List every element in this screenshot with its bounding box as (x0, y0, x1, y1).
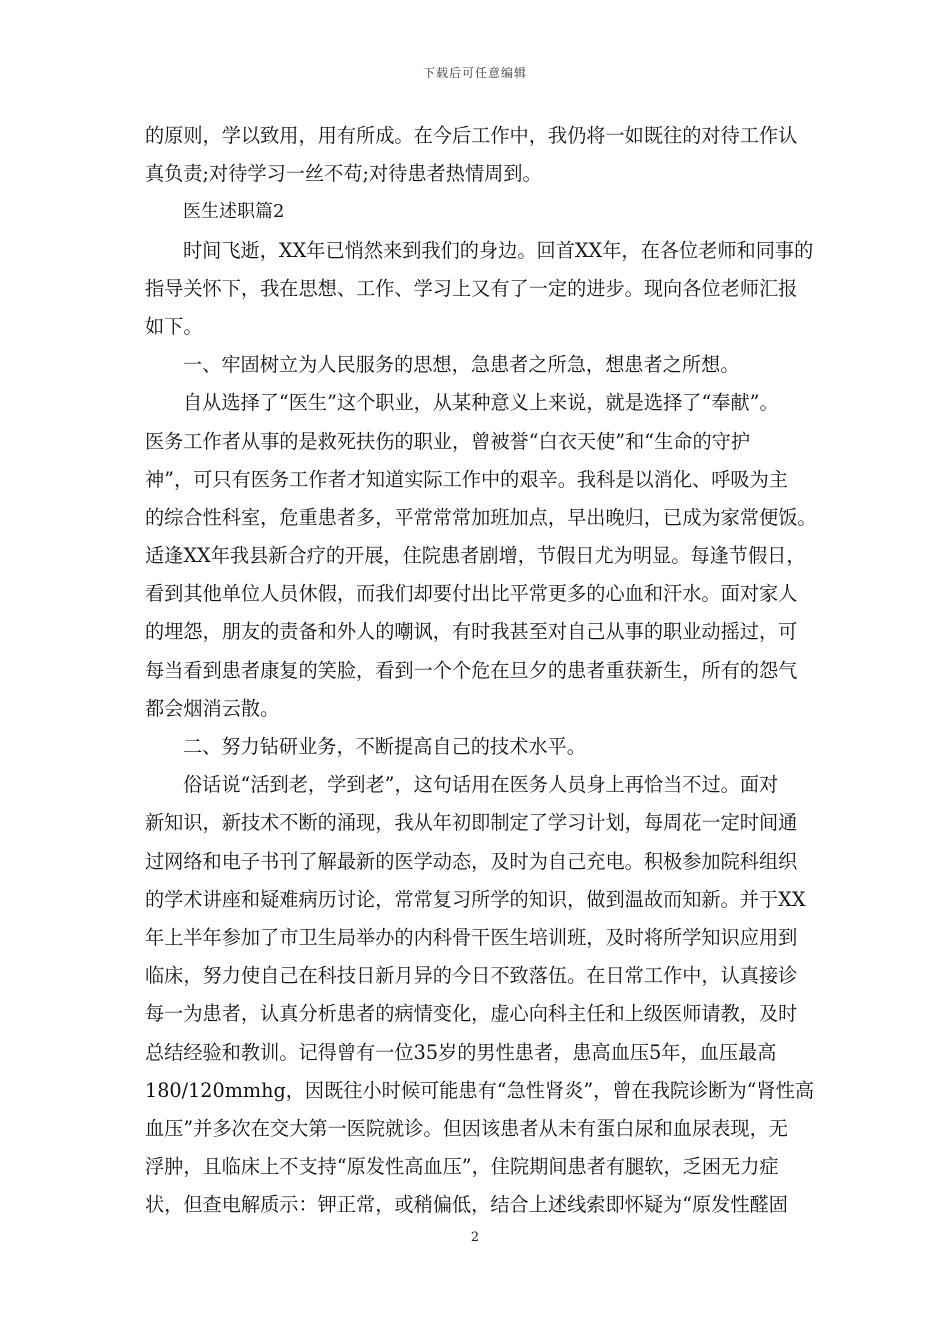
text-line: 的原则，学以致用，用有所成。在今后工作中，我仍将一如既往的对待工作认 (145, 124, 798, 147)
text-line: 的埋怨，朋友的责备和外人的嘲讽，有时我甚至对自己从事的职业动摇过，可 (145, 620, 798, 644)
page-number: 2 (470, 1230, 480, 1245)
document-body (145, 117, 817, 1224)
text-line: 时间飞逝，XX年已悄然来到我们的身边。回首XX年，在各位老师和同事的 (183, 238, 814, 262)
text-line: 二、努力钻研业务，不断提高自己的技术水平。 (183, 735, 586, 758)
section-heading: 医生述职篇2 (183, 201, 285, 223)
text-line: 指导关怀下，我在思想、工作、学习上又有了一定的进步。现向各位老师汇报 (145, 276, 798, 300)
text-line: 总结经验和教训。记得曾有一位35岁的男性患者，患高血压5年，血压最高 (145, 1040, 777, 1064)
text-line: 浮肿，且临床上不支持“原发性高血压”，住院期间患者有腿软，乏困无力症 (145, 1155, 779, 1179)
text-line: 看到其他单位人员休假，而我们却要付出比平常更多的心血和汗水。面对家人 (145, 582, 798, 606)
text-line: 血压”并多次在交大第一医院就诊。但因该患者从未有蛋白尿和血尿表现，无 (145, 1116, 788, 1140)
text-line: 状，但查电解质示：钾正常，或稍偏低，结合上述线索即怀疑为“原发性醛固 (145, 1193, 788, 1217)
text-line: 临床，努力使自己在科技日新月异的今日不致落伍。在日常工作中，认真接诊 (145, 964, 798, 988)
text-line: 的综合性科室，危重患者多，平常常常加班加点，早出晚归，已成为家常便饭。 (145, 505, 817, 529)
text-line: 神”，可只有医务工作者才知道实际工作中的艰辛。我科是以消化、呼吸为主 (145, 467, 788, 491)
text-line: 新知识，新技术不断的涌现，我从年初即制定了学习计划，每周花一定时间通 (145, 811, 798, 835)
text-line: 每一为患者，认真分析患者的病情变化，虚心向科主任和上级医师请教，及时 (145, 1002, 798, 1026)
page-header: 下载后可任意编辑 (422, 66, 527, 80)
text-line: 真负责;对待学习一丝不苟;对待患者热情周到。 (145, 162, 542, 186)
text-line: 适逢XX年我县新合疗的开展，住院患者剧增，节假日尤为明显。每逢节假日， (145, 544, 806, 568)
text-line: 一、牢固树立为人民服务的思想，急患者之所急，想患者之所想。 (183, 353, 740, 377)
text-line: 的学术讲座和疑难病历讨论，常常复习所学的知识，做到温故而知新。并于XX (145, 887, 806, 911)
text-line: 都会烟消云散。 (145, 696, 280, 720)
text-line: 年上半年参加了市卫生局举办的内科骨干医生培训班，及时将所学知识应用到 (145, 925, 798, 949)
text-line: 俗话说“活到老，学到老”，这句话用在医务人员身上再恰当不过。面对 (183, 773, 779, 797)
text-line: 如下。 (145, 314, 203, 338)
text-line: 过网络和电子书刊了解最新的医学动态，及时为自己充电。积极参加院科组织 (145, 849, 798, 873)
text-line: 医务工作者从事的是救死扶伤的职业，曾被誉“白衣天使”和“生命的守护 (145, 429, 751, 453)
text-line: 180/120mmhg，因既往小时候可能患有“急性肾炎”，曾在我院诊断为“肾性高 (145, 1078, 815, 1102)
text-line: 自从选择了“医生”这个职业，从某种意义上来说，就是选择了“奉献”。 (183, 391, 779, 415)
text-line: 每当看到患者康复的笑脸，看到一个个危在旦夕的患者重获新生，所有的怨气 (145, 658, 798, 682)
